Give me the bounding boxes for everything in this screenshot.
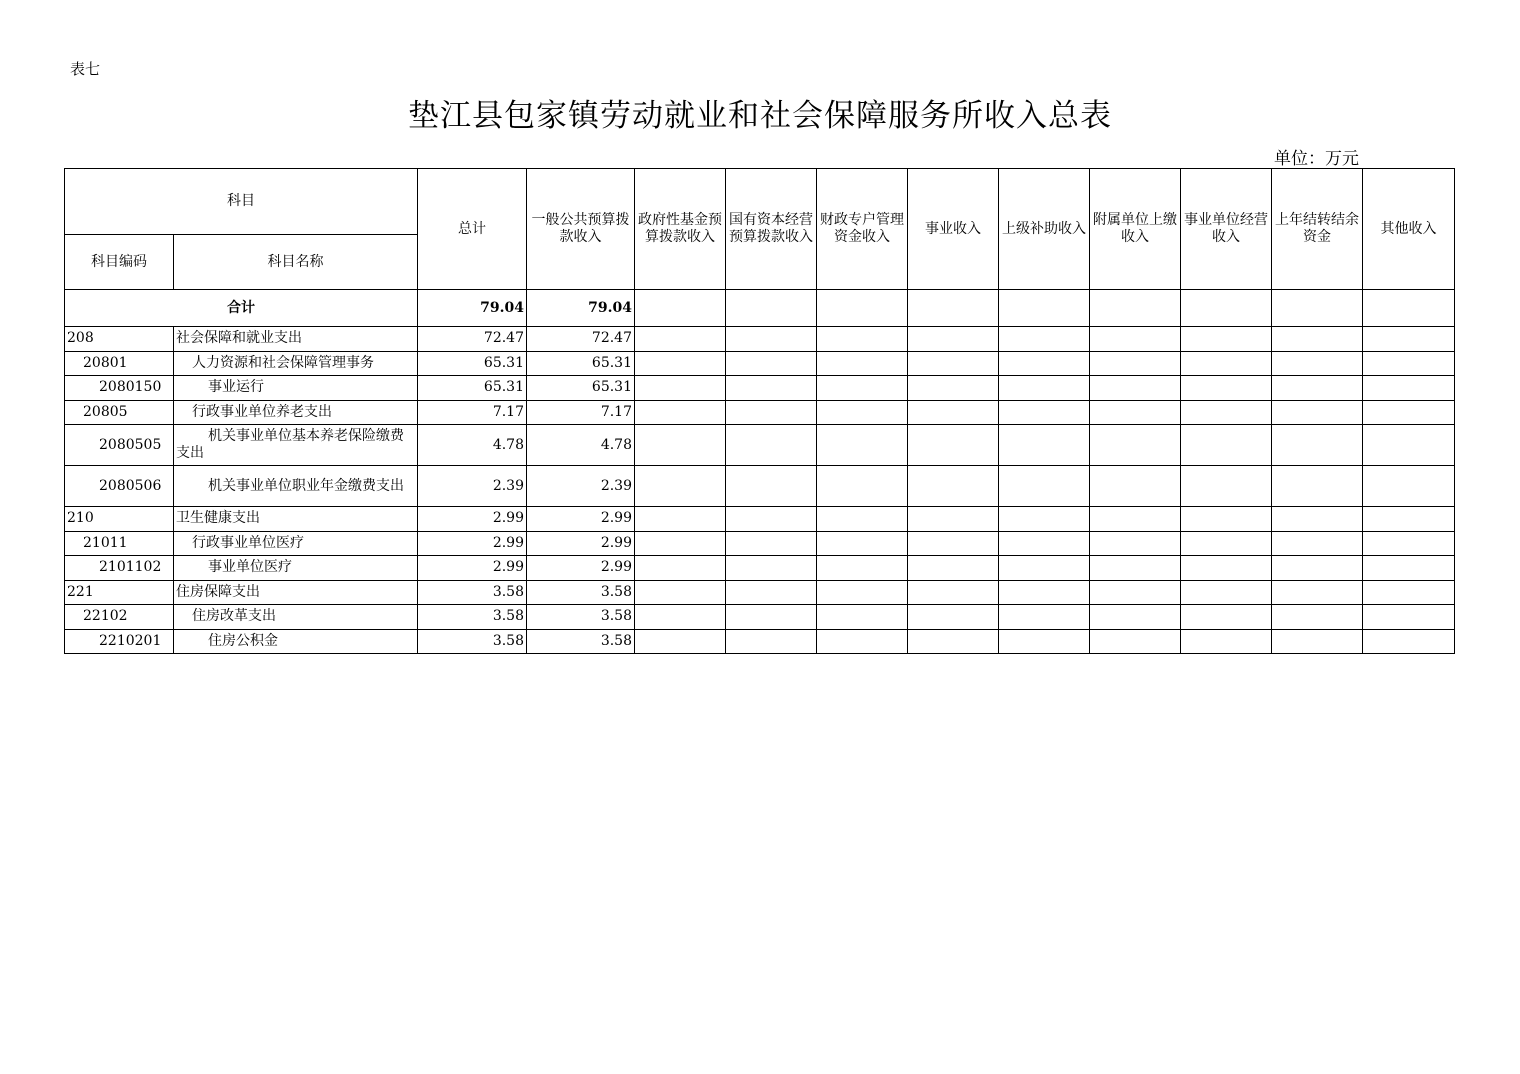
amount-cell bbox=[999, 531, 1090, 556]
amount-cell bbox=[1363, 605, 1455, 630]
column-header: 国有资本经营预算拨款收入 bbox=[726, 169, 817, 290]
subject-code-cell: 21011 bbox=[65, 531, 174, 556]
total-value bbox=[1181, 290, 1272, 327]
amount-cell: 4.78 bbox=[418, 425, 527, 466]
total-value bbox=[1090, 290, 1181, 327]
amount-cell bbox=[726, 376, 817, 401]
amount-cell bbox=[726, 425, 817, 466]
total-value bbox=[635, 290, 726, 327]
amount-cell bbox=[1090, 580, 1181, 605]
amount-cell bbox=[635, 580, 726, 605]
amount-cell bbox=[817, 351, 908, 376]
amount-cell: 3.58 bbox=[418, 580, 527, 605]
amount-cell bbox=[1181, 400, 1272, 425]
total-value: 79.04 bbox=[418, 290, 527, 327]
amount-cell bbox=[1181, 556, 1272, 581]
amount-cell bbox=[1363, 507, 1455, 532]
column-header: 总计 bbox=[418, 169, 527, 290]
amount-cell: 3.58 bbox=[527, 580, 635, 605]
amount-cell bbox=[1181, 327, 1272, 352]
amount-cell bbox=[1090, 556, 1181, 581]
amount-cell bbox=[999, 556, 1090, 581]
amount-cell: 65.31 bbox=[418, 376, 527, 401]
amount-cell bbox=[817, 605, 908, 630]
amount-cell: 7.17 bbox=[418, 400, 527, 425]
amount-cell: 65.31 bbox=[527, 351, 635, 376]
subject-code-cell: 2080505 bbox=[65, 425, 174, 466]
amount-cell bbox=[999, 605, 1090, 630]
amount-cell bbox=[908, 556, 999, 581]
amount-cell bbox=[726, 327, 817, 352]
amount-cell bbox=[908, 629, 999, 654]
amount-cell bbox=[1272, 400, 1363, 425]
amount-cell bbox=[1363, 376, 1455, 401]
amount-cell bbox=[1272, 531, 1363, 556]
amount-cell bbox=[1363, 400, 1455, 425]
amount-cell bbox=[908, 351, 999, 376]
column-header: 事业单位经营收入 bbox=[1181, 169, 1272, 290]
table-row bbox=[65, 629, 1455, 654]
amount-cell bbox=[908, 531, 999, 556]
column-header: 其他收入 bbox=[1363, 169, 1455, 290]
total-value bbox=[908, 290, 999, 327]
amount-cell bbox=[1090, 327, 1181, 352]
column-header: 事业收入 bbox=[908, 169, 999, 290]
amount-cell bbox=[1090, 376, 1181, 401]
amount-cell bbox=[817, 400, 908, 425]
amount-cell bbox=[817, 531, 908, 556]
amount-cell bbox=[1272, 425, 1363, 466]
table-header bbox=[65, 169, 1455, 290]
amount-cell bbox=[999, 466, 1090, 507]
amount-cell bbox=[635, 507, 726, 532]
amount-cell bbox=[635, 605, 726, 630]
subject-name-header: 科目名称 bbox=[174, 235, 418, 290]
unit-label: 单位：万元 bbox=[1274, 149, 1359, 169]
income-summary-table bbox=[64, 168, 1455, 654]
amount-cell bbox=[726, 351, 817, 376]
total-row bbox=[65, 290, 1455, 327]
amount-cell bbox=[635, 531, 726, 556]
amount-cell: 2.99 bbox=[527, 507, 635, 532]
subject-name-cell: 行政事业单位医疗 bbox=[174, 531, 418, 556]
amount-cell bbox=[726, 580, 817, 605]
amount-cell bbox=[999, 507, 1090, 532]
amount-cell bbox=[1090, 507, 1181, 532]
amount-cell: 72.47 bbox=[418, 327, 527, 352]
table-row bbox=[65, 580, 1455, 605]
amount-cell bbox=[635, 629, 726, 654]
subject-code-cell: 210 bbox=[65, 507, 174, 532]
subject-code-header: 科目编码 bbox=[65, 235, 174, 290]
amount-cell bbox=[1363, 629, 1455, 654]
amount-cell: 2.99 bbox=[418, 531, 527, 556]
amount-cell: 7.17 bbox=[527, 400, 635, 425]
amount-cell: 2.99 bbox=[527, 531, 635, 556]
subject-name-cell: 事业运行 bbox=[174, 376, 418, 401]
amount-cell bbox=[1272, 629, 1363, 654]
amount-cell bbox=[1363, 351, 1455, 376]
amount-cell bbox=[1181, 376, 1272, 401]
total-value bbox=[1272, 290, 1363, 327]
amount-cell bbox=[908, 425, 999, 466]
table-row bbox=[65, 351, 1455, 376]
subject-name-cell: 社会保障和就业支出 bbox=[174, 327, 418, 352]
amount-cell bbox=[1272, 327, 1363, 352]
amount-cell: 2.39 bbox=[527, 466, 635, 507]
amount-cell bbox=[726, 400, 817, 425]
subject-code-cell: 20805 bbox=[65, 400, 174, 425]
amount-cell bbox=[726, 629, 817, 654]
table-row bbox=[65, 425, 1455, 466]
amount-cell bbox=[1272, 507, 1363, 532]
amount-cell bbox=[1090, 351, 1181, 376]
amount-cell bbox=[908, 327, 999, 352]
amount-cell bbox=[999, 629, 1090, 654]
table-row bbox=[65, 556, 1455, 581]
amount-cell bbox=[908, 605, 999, 630]
amount-cell bbox=[1181, 507, 1272, 532]
amount-cell bbox=[817, 425, 908, 466]
amount-cell bbox=[635, 327, 726, 352]
subject-name-cell: 住房公积金 bbox=[174, 629, 418, 654]
subject-header: 科目 bbox=[65, 169, 418, 235]
amount-cell bbox=[1363, 466, 1455, 507]
amount-cell bbox=[1272, 556, 1363, 581]
subject-name-cell: 卫生健康支出 bbox=[174, 507, 418, 532]
amount-cell bbox=[635, 425, 726, 466]
amount-cell bbox=[999, 327, 1090, 352]
amount-cell bbox=[1272, 376, 1363, 401]
amount-cell bbox=[817, 580, 908, 605]
amount-cell bbox=[1363, 327, 1455, 352]
column-header: 上年结转结余资金 bbox=[1272, 169, 1363, 290]
subject-name-cell: 住房改革支出 bbox=[174, 605, 418, 630]
amount-cell: 65.31 bbox=[527, 376, 635, 401]
subject-code-cell: 208 bbox=[65, 327, 174, 352]
amount-cell: 4.78 bbox=[527, 425, 635, 466]
amount-cell bbox=[1272, 466, 1363, 507]
subject-code-cell: 2101102 bbox=[65, 556, 174, 581]
page-title: 垫江县包家镇劳动就业和社会保障服务所收入总表 bbox=[408, 98, 1112, 134]
subject-name-cell: 机关事业单位职业年金缴费支出 bbox=[174, 466, 418, 507]
amount-cell bbox=[817, 376, 908, 401]
table-row bbox=[65, 605, 1455, 630]
amount-cell bbox=[635, 400, 726, 425]
subject-name-cell: 住房保障支出 bbox=[174, 580, 418, 605]
amount-cell bbox=[1363, 425, 1455, 466]
total-value bbox=[999, 290, 1090, 327]
amount-cell bbox=[1272, 351, 1363, 376]
amount-cell bbox=[1181, 580, 1272, 605]
subject-name-cell: 机关事业单位基本养老保险缴费支出 bbox=[174, 425, 418, 466]
subject-code-cell: 2080150 bbox=[65, 376, 174, 401]
table-row bbox=[65, 400, 1455, 425]
amount-cell bbox=[908, 466, 999, 507]
total-value bbox=[1363, 290, 1455, 327]
column-header: 一般公共预算拨款收入 bbox=[527, 169, 635, 290]
total-value: 79.04 bbox=[527, 290, 635, 327]
amount-cell bbox=[1363, 531, 1455, 556]
table-row bbox=[65, 376, 1455, 401]
amount-cell bbox=[908, 400, 999, 425]
amount-cell bbox=[999, 425, 1090, 466]
amount-cell bbox=[726, 466, 817, 507]
amount-cell bbox=[1090, 400, 1181, 425]
amount-cell: 3.58 bbox=[418, 605, 527, 630]
amount-cell bbox=[908, 507, 999, 532]
table-row bbox=[65, 327, 1455, 352]
amount-cell bbox=[635, 466, 726, 507]
amount-cell bbox=[1090, 629, 1181, 654]
amount-cell bbox=[908, 376, 999, 401]
column-header: 上级补助收入 bbox=[999, 169, 1090, 290]
subject-name-cell: 事业单位医疗 bbox=[174, 556, 418, 581]
amount-cell bbox=[726, 556, 817, 581]
amount-cell bbox=[817, 466, 908, 507]
table-row bbox=[65, 466, 1455, 507]
table-number: 表七 bbox=[70, 60, 101, 78]
amount-cell bbox=[999, 351, 1090, 376]
amount-cell: 2.99 bbox=[418, 556, 527, 581]
amount-cell bbox=[817, 327, 908, 352]
total-value bbox=[817, 290, 908, 327]
amount-cell bbox=[635, 376, 726, 401]
amount-cell: 65.31 bbox=[418, 351, 527, 376]
amount-cell bbox=[1090, 425, 1181, 466]
amount-cell: 2.99 bbox=[527, 556, 635, 581]
amount-cell bbox=[1090, 531, 1181, 556]
total-label: 合计 bbox=[65, 290, 418, 327]
column-header: 附属单位上缴收入 bbox=[1090, 169, 1181, 290]
amount-cell bbox=[726, 531, 817, 556]
amount-cell bbox=[908, 580, 999, 605]
subject-code-cell: 2210201 bbox=[65, 629, 174, 654]
subject-code-cell: 221 bbox=[65, 580, 174, 605]
amount-cell bbox=[999, 376, 1090, 401]
amount-cell: 3.58 bbox=[527, 605, 635, 630]
amount-cell bbox=[999, 400, 1090, 425]
amount-cell bbox=[726, 507, 817, 532]
subject-code-cell: 22102 bbox=[65, 605, 174, 630]
amount-cell: 3.58 bbox=[418, 629, 527, 654]
table-body bbox=[65, 290, 1455, 654]
amount-cell bbox=[635, 351, 726, 376]
total-value bbox=[726, 290, 817, 327]
amount-cell bbox=[1181, 605, 1272, 630]
amount-cell bbox=[999, 580, 1090, 605]
subject-name-cell: 行政事业单位养老支出 bbox=[174, 400, 418, 425]
subject-name-cell: 人力资源和社会保障管理事务 bbox=[174, 351, 418, 376]
subject-code-cell: 2080506 bbox=[65, 466, 174, 507]
amount-cell: 2.99 bbox=[418, 507, 527, 532]
amount-cell bbox=[817, 629, 908, 654]
amount-cell bbox=[635, 556, 726, 581]
amount-cell bbox=[817, 556, 908, 581]
amount-cell: 72.47 bbox=[527, 327, 635, 352]
column-header: 财政专户管理资金收入 bbox=[817, 169, 908, 290]
amount-cell bbox=[1272, 580, 1363, 605]
amount-cell: 3.58 bbox=[527, 629, 635, 654]
amount-cell bbox=[1363, 580, 1455, 605]
amount-cell bbox=[1272, 605, 1363, 630]
amount-cell bbox=[1090, 605, 1181, 630]
amount-cell: 2.39 bbox=[418, 466, 527, 507]
table-row bbox=[65, 507, 1455, 532]
amount-cell bbox=[817, 507, 908, 532]
amount-cell bbox=[1181, 351, 1272, 376]
amount-cell bbox=[1181, 425, 1272, 466]
amount-cell bbox=[1181, 629, 1272, 654]
amount-cell bbox=[1181, 466, 1272, 507]
amount-cell bbox=[726, 605, 817, 630]
table-row bbox=[65, 531, 1455, 556]
amount-cell bbox=[1363, 556, 1455, 581]
subject-code-cell: 20801 bbox=[65, 351, 174, 376]
amount-cell bbox=[1090, 466, 1181, 507]
column-header: 政府性基金预算拨款收入 bbox=[635, 169, 726, 290]
amount-cell bbox=[1181, 531, 1272, 556]
